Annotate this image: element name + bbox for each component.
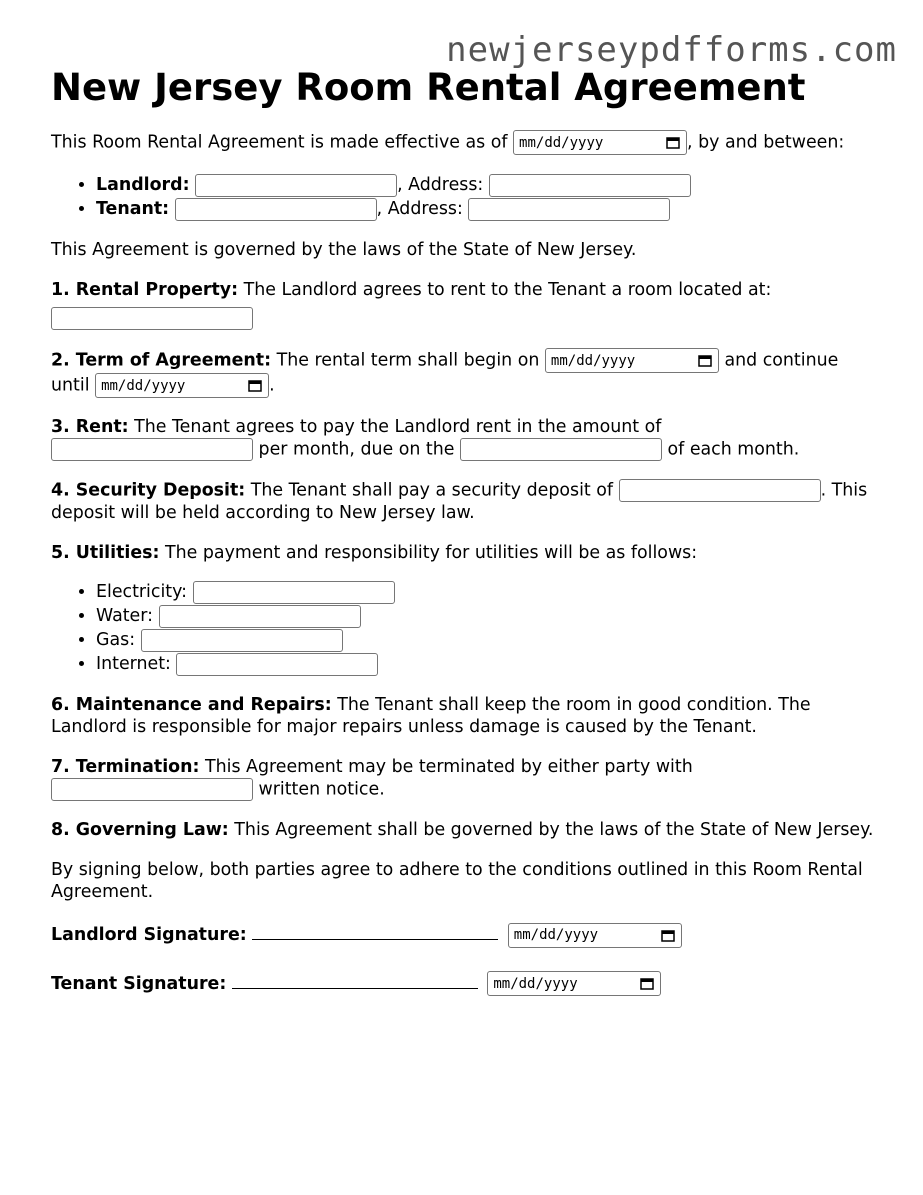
governed-paragraph: This Agreement is governed by the laws of the State of New Jersey.	[51, 240, 637, 260]
utility-label: Water:	[96, 606, 153, 626]
parties-list	[51, 173, 881, 221]
section-text: . This deposit will be held according to New Jersey law.	[51, 480, 868, 523]
landlord-name-input[interactable]	[195, 174, 397, 197]
date-placeholder: mm/dd/yyyy	[101, 377, 186, 394]
section-heading: 6. Maintenance and Repairs:	[51, 695, 332, 715]
date-placeholder: mm/dd/yyyy	[513, 927, 599, 943]
start-date-input[interactable]	[545, 348, 719, 373]
section-text: .	[269, 375, 275, 396]
section-rental-property	[51, 279, 881, 330]
section-text: The Tenant agrees to pay the Landlord rent in the amount of	[128, 417, 662, 437]
section-text: The Landlord agrees to rent to the Tenant a room located at:	[238, 280, 772, 300]
utility-label: Internet:	[96, 654, 171, 674]
section-heading: 5. Utilities:	[51, 543, 160, 563]
section-text: per month, due on the	[253, 439, 460, 460]
section-text: The Tenant shall keep the room in good condition. The Landlord is responsible for major repairs unless damage is caused by the Tenant.	[51, 695, 811, 737]
electricity-input[interactable]	[193, 581, 395, 604]
address-label: , Address:	[397, 175, 484, 195]
page-title: New Jersey Room Rental Agreement	[51, 66, 806, 109]
address-label: , Address:	[376, 199, 463, 219]
section-heading: 3. Rent:	[51, 417, 129, 437]
section-text: The rental term shall begin on	[271, 350, 545, 371]
section-text: The Tenant shall pay a security deposit of	[245, 480, 619, 501]
section-maintenance	[51, 694, 881, 738]
section-heading: 7. Termination:	[51, 757, 200, 777]
landlord-signature-date-input[interactable]	[508, 923, 682, 948]
section-text: This Agreement shall be governed by the laws of the State of New Jersey.	[228, 820, 874, 840]
calendar-icon[interactable]	[248, 379, 262, 392]
date-placeholder: mm/dd/yyyy	[519, 134, 604, 151]
tenant-signature-row	[51, 970, 881, 997]
section-text: This Agreement may be terminated by either party with	[199, 757, 693, 777]
water-input[interactable]	[159, 605, 361, 628]
section-rent	[51, 416, 881, 461]
section-text: of each month.	[662, 439, 800, 460]
section-security-deposit	[51, 479, 881, 524]
closing-paragraph: By signing below, both parties agree to adhere to the conditions outlined in this Room Rental Agreement.	[51, 860, 863, 902]
rent-amount-input[interactable]	[51, 438, 253, 461]
gas-input[interactable]	[141, 629, 343, 652]
section-governing-law	[51, 819, 881, 841]
intro-text: This Room Rental Agreement is made effective as of	[51, 132, 508, 153]
landlord-signature-line[interactable]	[252, 921, 498, 940]
tenant-signature-date-input[interactable]	[487, 971, 661, 996]
date-placeholder: mm/dd/yyyy	[493, 975, 578, 992]
end-date-input[interactable]	[95, 373, 269, 398]
tenant-signature-line[interactable]	[232, 970, 478, 989]
calendar-icon[interactable]	[666, 136, 680, 149]
tenant-name-input[interactable]	[175, 198, 377, 221]
watermark: newjerseypdfforms.com	[446, 30, 897, 70]
section-termination	[51, 756, 881, 801]
date-placeholder: mm/dd/yyyy	[550, 352, 636, 369]
deposit-amount-input[interactable]	[619, 479, 821, 502]
section-term	[51, 348, 881, 398]
property-address-input[interactable]	[51, 307, 253, 330]
internet-input[interactable]	[176, 653, 378, 676]
section-text: written notice.	[253, 779, 385, 800]
utility-label: Electricity:	[96, 582, 187, 602]
intro-text-after: , by and between:	[687, 132, 845, 153]
notice-period-input[interactable]	[51, 778, 253, 801]
landlord-address-input[interactable]	[489, 174, 691, 197]
intro-paragraph	[51, 130, 881, 155]
tenant-address-input[interactable]	[468, 198, 670, 221]
section-heading: 2. Term of Agreement:	[51, 350, 272, 371]
utility-label: Gas:	[96, 630, 136, 650]
rent-due-day-input[interactable]	[460, 438, 662, 461]
section-text: The payment and responsibility for utilities will be as follows:	[159, 543, 698, 563]
party-landlord	[96, 173, 881, 197]
calendar-icon[interactable]	[640, 977, 654, 990]
utility-electricity	[96, 580, 881, 604]
agreement-form	[51, 66, 881, 1018]
utility-internet	[96, 652, 881, 676]
calendar-icon[interactable]	[698, 354, 712, 367]
calendar-icon[interactable]	[661, 929, 675, 942]
utility-water	[96, 604, 881, 628]
landlord-label: Landlord:	[96, 175, 190, 195]
utility-gas	[96, 628, 881, 652]
section-heading: 8. Governing Law:	[51, 820, 229, 840]
section-heading: 4. Security Deposit:	[51, 480, 246, 501]
landlord-signature-row	[51, 921, 881, 948]
section-heading: 1. Rental Property:	[51, 280, 239, 300]
tenant-signature-label: Tenant Signature:	[51, 973, 227, 994]
effective-date-input[interactable]	[513, 130, 687, 155]
party-tenant	[96, 197, 881, 221]
tenant-label: Tenant:	[96, 199, 170, 219]
section-utilities	[51, 542, 881, 564]
section-text: and continue until	[51, 350, 839, 396]
utilities-list	[51, 580, 881, 676]
landlord-signature-label: Landlord Signature:	[51, 925, 247, 945]
